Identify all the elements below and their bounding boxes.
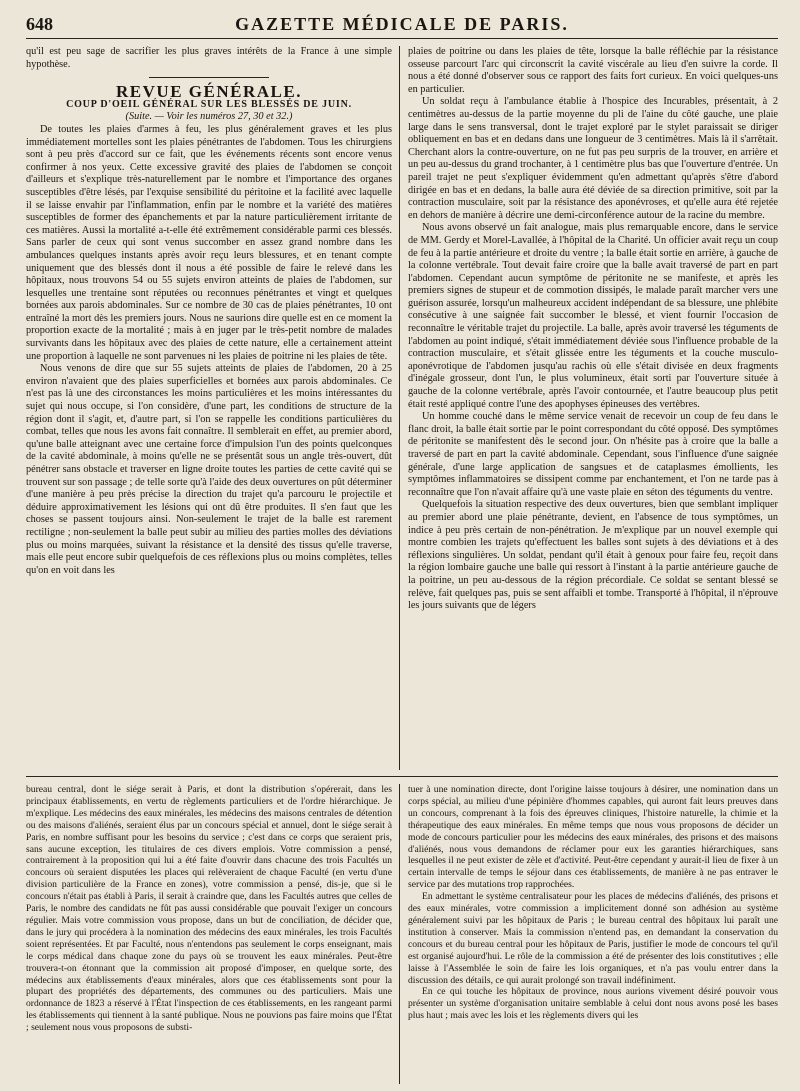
body-paragraph: Quelquefois la situation respective des deux ouvertures, bien que semblant impliquer au premier abord une plaie pénétrante, devient, en l'absence de tous symptômes, un indice à peu près certain de non-pénétration. Je m'explique par un nouvel exemple qui montre combien les trajets qu'effectuent les balles sont sujets à des déviations et à des réflexions singulières. Un soldat, pendant qu'il était à genoux pour faire feu, reçoit dans la région lombaire gauche une balle qui ressort à l'instant à la partie antérieure gauche de la poitrine, un peu au-dessous de la région précordiale. Ce soldat se sentant blessé se relève, fait quelques pas, puis se sent affaibli et tombe. Transporté à l'hôpital, il n'éprouve les jours suivants que de légers bbox=[408, 499, 778, 612]
article-subtitle: (Suite. — Voir les numéros 27, 30 et 32.) bbox=[125, 111, 293, 123]
body-paragraph: Nous avons observé un fait analogue, mais plus remarquable encore, dans le service de MM. Gerdy et Morel-Lavallée, à l'hôpital de la Charité. Un officier avait reçu un coup de feu à la partie antérieure et droite du ventre ; la balle était sortie en arrière, à gauche de la colonne vertébrale. Tout devait faire croire que la balle avait traversé de part en part l'abdomen. Cependant aucun symptôme de péritonite ne se manifeste, et après les premiers signes de stupeur et de commotion dissipés, le malade paraît marcher vers une guérison assurée, lorsqu'un malheureux accident indépendant de sa blessure, une phlébite consécutive à une saignée fait succomber le blessé, et vient fournir l'occasion de reconnaître le véritable trajet du projectile. La balle, après avoir traversé les téguments de l'abdomen au point indiqué, s'était immédiatement déviée sous l'influence probable de la contraction musculaire, et s'était glissée entre les téguments et la couche musculo-aponévrotique de l'abdomen jusqu'au rachis où elle s'était divisée en deux fragments d'inégale grosseur, dont l'un, le plus volumineux, était sorti par l'ouverture située à gauche de la colonne vertébrale, après l'avoir contournée, et l'autre beaucoup plus petit était resté appliqué contre l'une des apophyses épineuses des vertèbres. bbox=[408, 222, 778, 410]
body-paragraph: tuer à une nomination directe, dont l'origine laisse toujours à désirer, une nomination dans un corps spécial, au milieu d'une pépinière d'hommes capables, qui auront fait leurs preuves dans un concours, comprenant à la fois des épreuves cliniques, l'histoire naturelle, la chimie et la thérapeutique des eaux minérales. En même temps que nous vous proposons de décider un mode de concours particulier pour les médecins des eaux minérales, des prisons et des maisons d'aliénés, nous vous demandons de réclamer pour eux les garanties hiérarchiques, sans lesquelles il ne peut exister de zèle et d'activité. Peut-être cependant y aurait-il lieu de fixer à un certain intervalle de temps le séjour dans ces établissements, de manière à ne pas entraver le service par des mutations trop rapprochées. bbox=[408, 784, 778, 891]
intro-tail-paragraph: qu'il est peu sage de sacrifier les plus graves intérêts de la France à une simple hypothèse. bbox=[26, 46, 392, 70]
body-paragraph: Un soldat reçu à l'ambulance établie à l'hospice des Incurables, présentait, à 2 centimètres au-dessus de la partie moyenne du pli de l'aine du côté gauche, une plaie large dans le sens transversal, dont le trajet exploré par le stylet paraissait se diriger obliquement en bas et en dedans dans une longueur de 3 centimètres. Mais là il s'arrêtait. Cherchant alors la contre-ouverture, on ne fut pas peu surpris de la trouver, en arrière et un peu au-dessus du grand trochanter, à 1 centimètre plus bas que l'ouverture d'entrée. Un pareil trajet ne peut s'expliquer évidemment qu'en admettant qu'après s'être d'abord dirigée en bas et en dedans, la balle aura été déviée de sa direction primitive, soit par la contraction musculaire, soit par la résistance des aponévroses, et qu'elle aura été rejetée en dehors de manière à décrire une demi-circonférence autour de la racine du membre. bbox=[408, 96, 778, 221]
article-title: COUP D'OEIL GÉNÉRAL SUR LES BLESSÉS DE JUIN. bbox=[66, 98, 352, 110]
section-divider bbox=[149, 77, 269, 78]
lower-left-column bbox=[26, 784, 392, 1084]
section-title: REVUE GÉNÉRALE. bbox=[116, 82, 302, 102]
running-title: GAZETTE MÉDICALE DE PARIS. bbox=[235, 13, 569, 34]
body-paragraph: En ce qui touche les hôpitaux de province, nous aurions vivement désiré pouvoir vous présenter un système d'organisation unitaire semblable à celui dont nous avons posé les bases plus haut ; mais avec les lois et les règlements divers qui les bbox=[408, 986, 778, 1022]
section-separator-rule bbox=[26, 776, 778, 777]
body-paragraph: De toutes les plaies d'armes à feu, les plus généralement graves et les plus immédiatement mortelles sont les plaies pénétrantes de l'abdomen. Tous les chirurgiens sont à peu près d'accord sur ce fait, que les événements récents sont encore venus confirmer à nos yeux. Cette excessive gravité des plaies de l'abdomen se conçoit d'ailleurs et s'explique très-naturellement par le nombre et l'importance des organes susceptibles d'être lésés, par l'exquise sensibilité du péritoine et la facilité avec laquelle il se laisse envahir par l'inflammation, enfin par le nombre et la variété des matières susceptibles de former des épanchements et par la nature particulièrement irritante de ces matières. Aussi la mortalité a-t-elle été extrêmement considérable parmi ces blessés. Sans parler de ceux qui sont venus succomber en assez grand nombre dans les ambulances quelques instants après avoir reçu leurs blessures, et en tenant compte uniquement que des blessés dont il nous a été possible de faire le relevé dans les hôpitaux, nous trouvons 54 ou 55 sujets environ atteints de plaies de l'abdomen, sur lesquelles une trentaine sont réputées ou reconnues pénétrantes et vingt et quelques bornées aux parois abdominales. Sur ce nombre de 30 cas de plaies pénétrantes, 10 ont entraîné la mort dès les premiers jours. Nous ne saurions dire quelle est en ce moment la proportion exacte de la mortalité ; mais à en juger par le très-petit nombre de malades survivants dans les hôpitaux avec des plaies de cette nature, elle a certainement atteint une proportion à laquelle ne sont parvenues ni les plaies de poitrine ni les plaies de tête. bbox=[26, 123, 392, 362]
column-divider bbox=[399, 784, 400, 1084]
page-header bbox=[26, 10, 778, 39]
body-paragraph: En admettant le système centralisateur pour les places de médecins d'aliénés, des prisons et des eaux minérales, votre commission a implicitement donné son adhésion au système généralement suivi par les hôpitaux de Paris ; le bureau central des hôpitaux lui paraît une institution à conserver. Mais la commission n'entend pas, en demandant la conservation du concours et du bureau central pour les hôpitaux de Paris, justifier le mode de concours tel qu'il est organisé aujourd'hui. Le rôle de la commission a été de présenter des lois constitutives ; elle laisse à l'Assemblée le soin de faire les lois organiques, et n'a pas voulu entrer dans la discussion des détails, ce qui aurait prolongé son travail indéfiniment. bbox=[408, 891, 778, 986]
body-paragraph: bureau central, dont le siége serait à Paris, et dont la distribution s'opérerait, dans les principaux établissements, en vertu de règlements particuliers et de l'ordre hiérarchique. Je m'explique. Les médecins des eaux minérales, les médecins des maisons centrales de détention ou des maisons d'aliénés, seraient élus par un concours spécial et annuel, dont le siége serait à Paris, en nombre suffisant pour les besoins du service ; c'est dans ce corps que seraient pris, sans aucune exception, les titulaires de ces divers emplois. Votre commission a pensé, contrairement à la proposition qui lui a été faite d'ouvrir dans chacune des trois Facultés un concours où seraient disputées les places qui relèveraient de chaque Faculté (en vertu d'une division particulière de la France en zones), votre commission a pensé, dis-je, que si le concours n'était pas établi à Paris, il serait à craindre que, dans les Facultés autres que celles de Paris, le nombre des candidats ne fût pas aussi considérable que pouvait l'exiger un concours régulier. Mais votre commission vous propose, dans un but de conciliation, de décider que, dans le jury qui procédera à la nomination des médecins des eaux minérales, les trois Facultés soient représentées. Et par Faculté, nous n'entendons pas seulement le corps enseignant, mais le corps médical dans chaque zone du pays où se trouvent les eaux minérales. Peut-être trouvera-t-on étonnant que la commission ait proposé d'imposer, en quelque sorte, des médecins aux établissements d'eaux minérales, alors que ces établissements sont pour la plupart des propriétés des départements, des communes ou des particuliers. Mais une ordonnance de 1823 a réservé à l'État l'inspection de ces établissements, en les rangeant parmi les établissements qui tiennent à la santé publique. Nous ne pouvions pas faire moins que l'État ; seulement nous vous proposons de substi- bbox=[26, 784, 392, 1034]
body-paragraph: Un homme couché dans le même service venait de recevoir un coup de feu dans le flanc droit, la balle était sortie par le point correspondant du côté opposé. Des symptômes de péritonite se manifestent dès le second jour. On n'hésite pas à croire que la balle a traversé de part en part la cavité abdominale. Cependant, sous l'influence d'une saignée générale, d'une large application de sangsues et de cataplasmes émollients, les symptômes inflammatoires se dissipent comme par enchantement, et l'on ne tarde pas à reconnaître que l'on n'avait affaire qu'à une vaste plaie en séton des téguments du ventre. bbox=[408, 411, 778, 498]
body-paragraph: plaies de poitrine ou dans les plaies de tête, lorsque la balle réfléchie par la résistance osseuse parcourt l'arc qui circonscrit la cavité viscérale au lieu d'en suivre la corde. Il nous a été donné d'observer sous ce rapport des faits fort curieux. En voici quelques-uns en particulier. bbox=[408, 46, 778, 95]
page-number: 648 bbox=[26, 13, 53, 34]
body-paragraph: Nous venons de dire que sur 55 sujets atteints de plaies de l'abdomen, 20 à 25 environ n'avaient que des plaies superficielles et bornées aux parois abdominales. Ce n'est pas là une des circonstances les moins particulières et les moins intéressantes du sujet qui nous occupe, si l'on considère, d'une part, les conditions de structure de la région dont il s'agit, et, d'autre part, si l'on se rappelle les conditions particulières du combat, telles que nous les avons fait connaître. Il semblerait en effet, au premier abord, qu'une balle atteignant avec une certaine force d'impulsion l'un des points quelconques de la cavité abdominale, à moins qu'elle ne se présentât sous un angle très-ouvert, dût pénétrer sans obstacle et traverser en ligne droite toutes les parties de cette cavité qui se trouvent sur son passage ; de telle sorte qu'à l'aide des deux ouvertures on pût déterminer d'une manière à peu près précise la direction du trajet qu'a parcouru le projectile et déduire approximativement les lésions qui ont dû être produites. Il s'en faut que les choses se passent toujours ainsi. Non-seulement le trajet de la balle est rarement rectiligne ; non-seulement la balle peut subir au milieu des parties molles des déviations plus ou moins marquées, suivant la résistance et la densité des tissus qu'elle traverse, mais elle peut encore subir quelquefois de ces réflexions plus ou moins complètes, telles qu'on en voit dans les bbox=[26, 363, 392, 576]
lower-right-column bbox=[408, 784, 778, 1084]
column-divider bbox=[399, 46, 400, 770]
upper-right-column bbox=[408, 46, 778, 770]
upper-left-column bbox=[26, 46, 392, 770]
